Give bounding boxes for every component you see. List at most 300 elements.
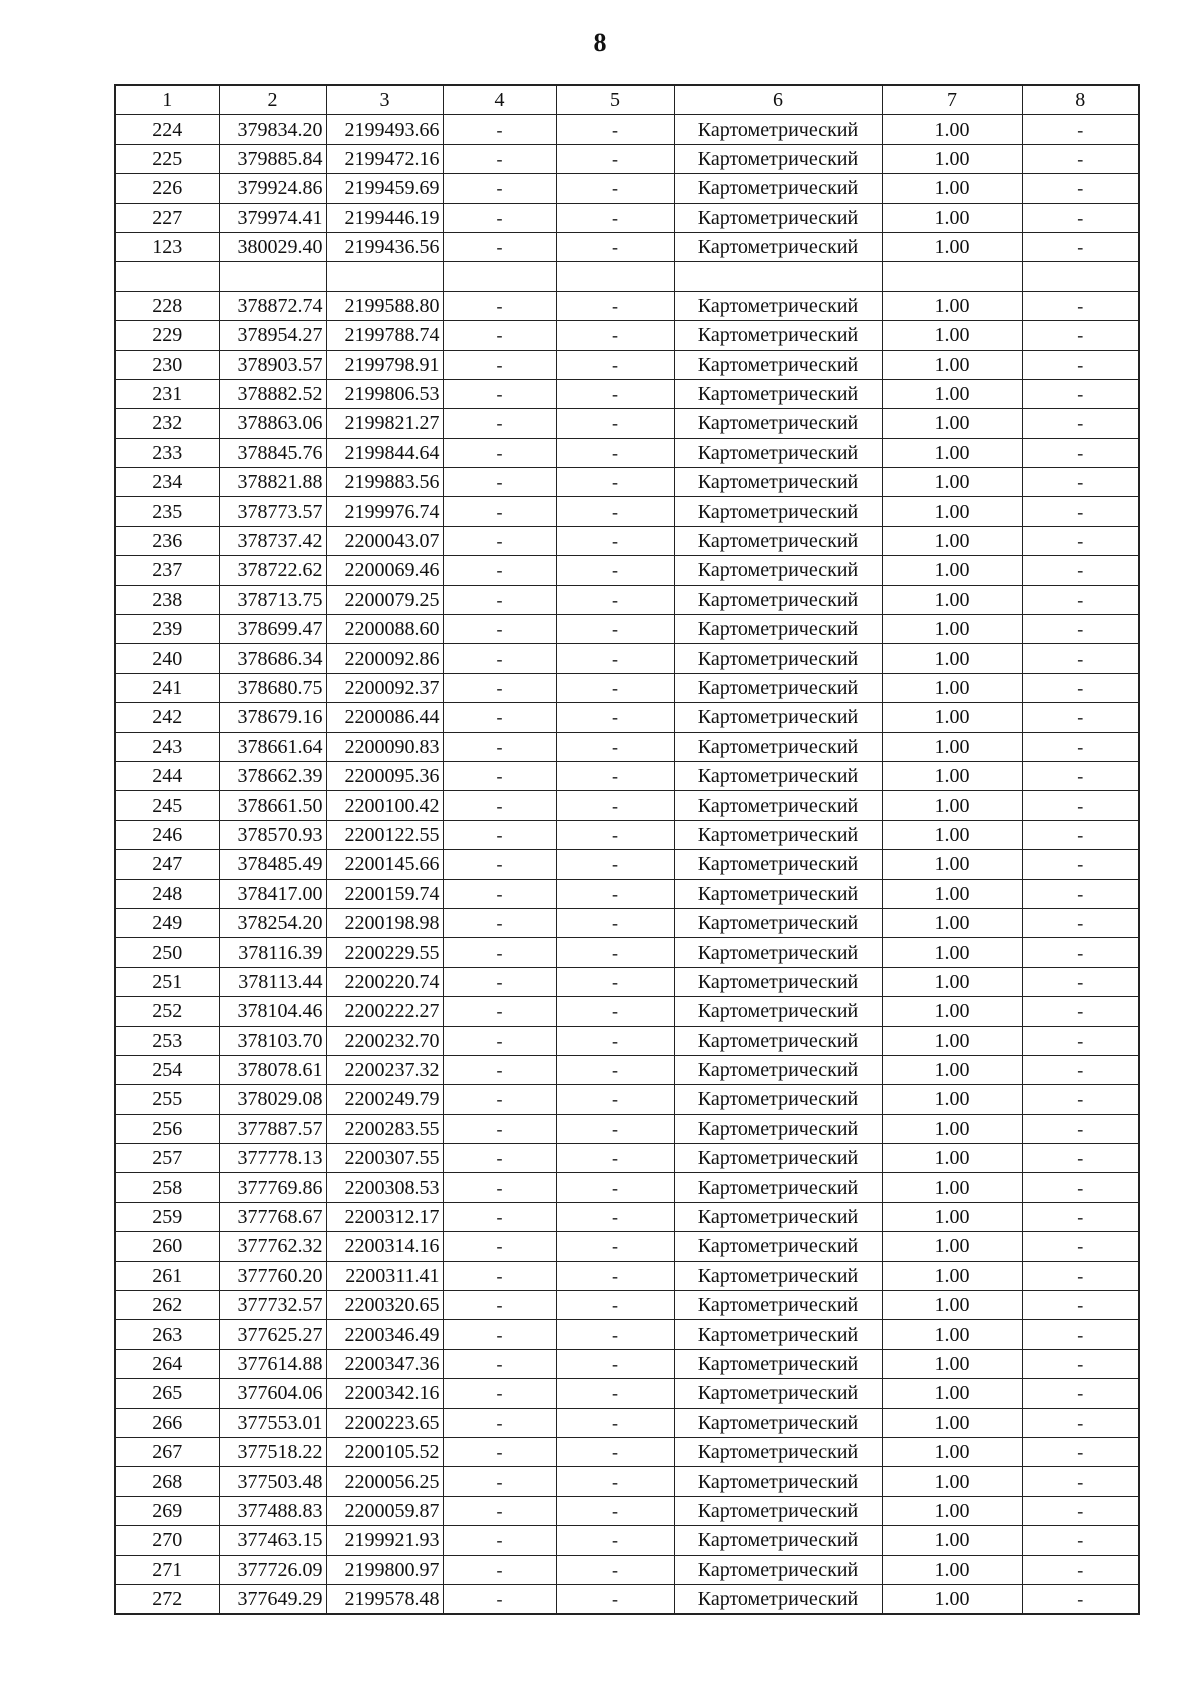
point-number-cell: 265 [115,1379,219,1408]
x-coordinate-cell: 378104.46 [219,997,326,1026]
y-coordinate-cell: 2200092.37 [326,673,443,702]
accuracy-cell: 1.00 [882,1408,1022,1437]
point-number-cell: 232 [115,409,219,438]
x-coordinate-cell: 377760.20 [219,1261,326,1290]
x-coordinate-cell: 378661.64 [219,732,326,761]
accuracy-cell: 1.00 [882,174,1022,203]
page-number: 8 [593,28,607,57]
table-row [115,997,1139,1026]
col4-cell: - [443,203,556,232]
x-coordinate-cell: 378417.00 [219,879,326,908]
y-coordinate-cell: 2200159.74 [326,879,443,908]
x-coordinate-cell: 378686.34 [219,644,326,673]
col5-cell: - [556,291,674,320]
x-coordinate-cell: 378254.20 [219,908,326,937]
col5-cell: - [556,615,674,644]
table-row [115,115,1139,144]
point-number-cell: 243 [115,732,219,761]
accuracy-cell: 1.00 [882,144,1022,173]
x-coordinate-cell: 378737.42 [219,526,326,555]
method-cell: Картометрический [674,1379,882,1408]
y-coordinate-cell: 2200229.55 [326,938,443,967]
col8-cell: - [1022,673,1139,702]
accuracy-cell: 1.00 [882,1173,1022,1202]
accuracy-cell: 1.00 [882,967,1022,996]
x-coordinate-cell: 377762.32 [219,1232,326,1261]
accuracy-cell: 1.00 [882,820,1022,849]
accuracy-cell: 1.00 [882,585,1022,614]
method-cell: Картометрический [674,938,882,967]
point-number-cell: 260 [115,1232,219,1261]
col4-cell: - [443,585,556,614]
column-header: 7 [882,85,1022,115]
method-cell: Картометрический [674,350,882,379]
table-row [115,1114,1139,1143]
point-number-cell: 270 [115,1526,219,1555]
col4-cell: - [443,232,556,261]
col5-cell: - [556,115,674,144]
y-coordinate-cell: 2200090.83 [326,732,443,761]
col8-cell: - [1022,997,1139,1026]
accuracy-cell: 1.00 [882,1437,1022,1466]
table-row [115,232,1139,261]
col8-cell: - [1022,1114,1139,1143]
x-coordinate-cell: 378679.16 [219,703,326,732]
col5-cell: - [556,144,674,173]
accuracy-cell: 1.00 [882,232,1022,261]
table-row [115,1496,1139,1525]
col4-cell: - [443,409,556,438]
method-cell: Картометрический [674,850,882,879]
col8-cell: - [1022,585,1139,614]
point-number-cell: 253 [115,1026,219,1055]
point-number-cell: 268 [115,1467,219,1496]
table-row [115,879,1139,908]
col5-cell: - [556,761,674,790]
table-row [115,1526,1139,1555]
point-number-cell: 246 [115,820,219,849]
col5-cell: - [556,997,674,1026]
col5-cell: - [556,321,674,350]
col5-cell: - [556,556,674,585]
col8-cell: - [1022,908,1139,937]
col8-cell: - [1022,1437,1139,1466]
method-cell: Картометрический [674,1496,882,1525]
x-coordinate-cell: 379974.41 [219,203,326,232]
x-coordinate-cell: 378680.75 [219,673,326,702]
col5-cell: - [556,1555,674,1584]
x-coordinate-cell: 377887.57 [219,1114,326,1143]
table-row [115,644,1139,673]
y-coordinate-cell: 2199921.93 [326,1526,443,1555]
col8-cell: - [1022,820,1139,849]
y-coordinate-cell: 2200145.66 [326,850,443,879]
accuracy-cell: 1.00 [882,556,1022,585]
col5-cell: - [556,938,674,967]
table-row [115,379,1139,408]
table-row [115,526,1139,555]
col4-cell: - [443,1261,556,1290]
table-row [115,1437,1139,1466]
accuracy-cell: 1.00 [882,1261,1022,1290]
column-header: 2 [219,85,326,115]
point-number-cell: 123 [115,232,219,261]
y-coordinate-cell: 2199800.97 [326,1555,443,1584]
accuracy-cell: 1.00 [882,526,1022,555]
col4-cell: - [443,1349,556,1378]
accuracy-cell: 1.00 [882,1114,1022,1143]
point-number-cell [115,262,219,291]
point-number-cell: 266 [115,1408,219,1437]
x-coordinate-cell: 377614.88 [219,1349,326,1378]
col8-cell: - [1022,174,1139,203]
accuracy-cell: 1.00 [882,1320,1022,1349]
table-row [115,820,1139,849]
accuracy-cell: 1.00 [882,1202,1022,1231]
col4-cell [443,262,556,291]
table-row [115,1291,1139,1320]
method-cell: Картометрический [674,644,882,673]
y-coordinate-cell: 2199459.69 [326,174,443,203]
x-coordinate-cell: 378078.61 [219,1055,326,1084]
method-cell: Картометрический [674,1232,882,1261]
x-coordinate-cell: 378699.47 [219,615,326,644]
method-cell: Картометрический [674,379,882,408]
col8-cell: - [1022,1584,1139,1614]
col5-cell: - [556,850,674,879]
point-number-cell: 261 [115,1261,219,1290]
x-coordinate-cell: 378485.49 [219,850,326,879]
col8-cell: - [1022,1496,1139,1525]
y-coordinate-cell: 2200311.41 [326,1261,443,1290]
col5-cell: - [556,497,674,526]
col4-cell: - [443,703,556,732]
table-row [115,938,1139,967]
y-coordinate-cell: 2200347.36 [326,1349,443,1378]
x-coordinate-cell: 377488.83 [219,1496,326,1525]
x-coordinate-cell: 378661.50 [219,791,326,820]
table-row [115,673,1139,702]
method-cell: Картометрический [674,1526,882,1555]
col8-cell: - [1022,438,1139,467]
x-coordinate-cell: 379924.86 [219,174,326,203]
table-row [115,438,1139,467]
col5-cell: - [556,1526,674,1555]
col4-cell: - [443,732,556,761]
col8-cell: - [1022,291,1139,320]
column-header: 8 [1022,85,1139,115]
col4-cell: - [443,556,556,585]
accuracy-cell: 1.00 [882,379,1022,408]
method-cell: Картометрический [674,526,882,555]
col4-cell: - [443,1408,556,1437]
table-row [115,1467,1139,1496]
table-row [115,1055,1139,1084]
table-row [115,1026,1139,1055]
accuracy-cell: 1.00 [882,438,1022,467]
method-cell: Картометрический [674,997,882,1026]
method-cell: Картометрический [674,174,882,203]
method-cell: Картометрический [674,820,882,849]
point-number-cell: 249 [115,908,219,937]
y-coordinate-cell: 2200342.16 [326,1379,443,1408]
col4-cell: - [443,879,556,908]
accuracy-cell: 1.00 [882,1232,1022,1261]
col4-cell: - [443,526,556,555]
point-number-cell: 228 [115,291,219,320]
col5-cell: - [556,1379,674,1408]
col4-cell: - [443,791,556,820]
point-number-cell: 256 [115,1114,219,1143]
col4-cell: - [443,908,556,937]
x-coordinate-cell: 378773.57 [219,497,326,526]
y-coordinate-cell: 2200312.17 [326,1202,443,1231]
point-number-cell: 244 [115,761,219,790]
method-cell: Картометрический [674,1584,882,1614]
method-cell: Картометрический [674,468,882,497]
method-cell: Картометрический [674,967,882,996]
y-coordinate-cell: 2200095.36 [326,761,443,790]
point-number-cell: 242 [115,703,219,732]
accuracy-cell [882,262,1022,291]
col8-cell: - [1022,791,1139,820]
col4-cell: - [443,1144,556,1173]
method-cell: Картометрический [674,1349,882,1378]
col4-cell: - [443,174,556,203]
x-coordinate-cell [219,262,326,291]
col5-cell [556,262,674,291]
point-number-cell: 250 [115,938,219,967]
x-coordinate-cell: 378713.75 [219,585,326,614]
method-cell: Картометрический [674,409,882,438]
col4-cell: - [443,1114,556,1143]
table-row [115,1232,1139,1261]
y-coordinate-cell: 2200223.65 [326,1408,443,1437]
accuracy-cell: 1.00 [882,1555,1022,1584]
col4-cell: - [443,997,556,1026]
x-coordinate-cell: 377649.29 [219,1584,326,1614]
col5-cell: - [556,1320,674,1349]
point-number-cell: 231 [115,379,219,408]
x-coordinate-cell: 378662.39 [219,761,326,790]
accuracy-cell: 1.00 [882,732,1022,761]
table-row [115,615,1139,644]
method-cell: Картометрический [674,879,882,908]
table-row [115,1379,1139,1408]
y-coordinate-cell: 2199472.16 [326,144,443,173]
method-cell: Картометрический [674,1261,882,1290]
point-number-cell: 230 [115,350,219,379]
point-number-cell: 227 [115,203,219,232]
point-number-cell: 255 [115,1085,219,1114]
y-coordinate-cell: 2199821.27 [326,409,443,438]
col4-cell: - [443,291,556,320]
y-coordinate-cell: 2199844.64 [326,438,443,467]
accuracy-cell: 1.00 [882,997,1022,1026]
column-header: 6 [674,85,882,115]
accuracy-cell: 1.00 [882,850,1022,879]
col4-cell: - [443,438,556,467]
method-cell: Картометрический [674,1144,882,1173]
y-coordinate-cell: 2199788.74 [326,321,443,350]
table-row [115,321,1139,350]
col8-cell: - [1022,703,1139,732]
column-header: 1 [115,85,219,115]
col8-cell: - [1022,409,1139,438]
method-cell: Картометрический [674,1026,882,1055]
col8-cell: - [1022,615,1139,644]
col4-cell: - [443,1202,556,1231]
y-coordinate-cell: 2200237.32 [326,1055,443,1084]
accuracy-cell: 1.00 [882,791,1022,820]
x-coordinate-cell: 378954.27 [219,321,326,350]
accuracy-cell: 1.00 [882,1467,1022,1496]
col5-cell: - [556,1202,674,1231]
y-coordinate-cell: 2200092.86 [326,644,443,673]
col4-cell: - [443,1555,556,1584]
col5-cell: - [556,1232,674,1261]
method-cell: Картометрический [674,1055,882,1084]
table-row [115,262,1139,291]
col4-cell: - [443,144,556,173]
col8-cell: - [1022,1379,1139,1408]
col4-cell: - [443,1437,556,1466]
y-coordinate-cell: 2200220.74 [326,967,443,996]
col8-cell: - [1022,1055,1139,1084]
method-cell: Картометрический [674,1555,882,1584]
y-coordinate-cell: 2199798.91 [326,350,443,379]
col4-cell: - [443,1526,556,1555]
accuracy-cell: 1.00 [882,115,1022,144]
method-cell: Картометрический [674,1320,882,1349]
y-coordinate-cell: 2200079.25 [326,585,443,614]
point-number-cell: 245 [115,791,219,820]
col5-cell: - [556,203,674,232]
x-coordinate-cell: 378903.57 [219,350,326,379]
x-coordinate-cell: 380029.40 [219,232,326,261]
point-number-cell: 252 [115,997,219,1026]
accuracy-cell: 1.00 [882,409,1022,438]
method-cell: Картометрический [674,1291,882,1320]
column-header: 4 [443,85,556,115]
y-coordinate-cell: 2200059.87 [326,1496,443,1525]
col8-cell: - [1022,526,1139,555]
point-number-cell: 225 [115,144,219,173]
col5-cell: - [556,820,674,849]
method-cell: Картометрический [674,1202,882,1231]
col4-cell: - [443,1173,556,1202]
col4-cell: - [443,673,556,702]
table-body [115,115,1139,1614]
col4-cell: - [443,497,556,526]
col5-cell: - [556,409,674,438]
y-coordinate-cell: 2200122.55 [326,820,443,849]
col5-cell: - [556,232,674,261]
col4-cell: - [443,350,556,379]
accuracy-cell: 1.00 [882,291,1022,320]
col5-cell: - [556,1496,674,1525]
col4-cell: - [443,379,556,408]
method-cell: Картометрический [674,703,882,732]
x-coordinate-cell: 377503.48 [219,1467,326,1496]
col4-cell: - [443,615,556,644]
accuracy-cell: 1.00 [882,1026,1022,1055]
col8-cell: - [1022,732,1139,761]
x-coordinate-cell: 378722.62 [219,556,326,585]
x-coordinate-cell: 378570.93 [219,820,326,849]
accuracy-cell: 1.00 [882,761,1022,790]
point-number-cell: 262 [115,1291,219,1320]
col4-cell: - [443,1085,556,1114]
y-coordinate-cell: 2200308.53 [326,1173,443,1202]
table-row [115,1555,1139,1584]
table-row [115,1202,1139,1231]
col8-cell: - [1022,1085,1139,1114]
col8-cell: - [1022,1144,1139,1173]
col5-cell: - [556,585,674,614]
y-coordinate-cell: 2200198.98 [326,908,443,937]
x-coordinate-cell: 377769.86 [219,1173,326,1202]
method-cell: Картометрический [674,1437,882,1466]
accuracy-cell: 1.00 [882,703,1022,732]
x-coordinate-cell: 378113.44 [219,967,326,996]
x-coordinate-cell: 377625.27 [219,1320,326,1349]
col5-cell: - [556,967,674,996]
col8-cell: - [1022,1026,1139,1055]
x-coordinate-cell: 378863.06 [219,409,326,438]
table-row [115,144,1139,173]
col4-cell: - [443,644,556,673]
col5-cell: - [556,1349,674,1378]
x-coordinate-cell: 377553.01 [219,1408,326,1437]
y-coordinate-cell: 2199883.56 [326,468,443,497]
col4-cell: - [443,1232,556,1261]
method-cell: Картометрический [674,615,882,644]
col4-cell: - [443,1584,556,1614]
col8-cell: - [1022,1467,1139,1496]
col8-cell: - [1022,556,1139,585]
point-number-cell: 247 [115,850,219,879]
accuracy-cell: 1.00 [882,1055,1022,1084]
point-number-cell: 238 [115,585,219,614]
x-coordinate-cell: 377463.15 [219,1526,326,1555]
col8-cell [1022,262,1139,291]
y-coordinate-cell: 2200043.07 [326,526,443,555]
col5-cell: - [556,644,674,673]
col5-cell: - [556,791,674,820]
table-row [115,556,1139,585]
point-number-cell: 224 [115,115,219,144]
table-header-row [115,85,1139,115]
point-number-cell: 239 [115,615,219,644]
col4-cell: - [443,1379,556,1408]
col8-cell: - [1022,850,1139,879]
table-row [115,1584,1139,1614]
point-number-cell: 269 [115,1496,219,1525]
col8-cell: - [1022,1320,1139,1349]
col8-cell: - [1022,350,1139,379]
point-number-cell: 235 [115,497,219,526]
table-row [115,409,1139,438]
table-row [115,174,1139,203]
col8-cell: - [1022,379,1139,408]
accuracy-cell: 1.00 [882,1526,1022,1555]
col4-cell: - [443,938,556,967]
method-cell: Картометрический [674,438,882,467]
y-coordinate-cell: 2200056.25 [326,1467,443,1496]
table-row [115,1408,1139,1437]
accuracy-cell: 1.00 [882,321,1022,350]
